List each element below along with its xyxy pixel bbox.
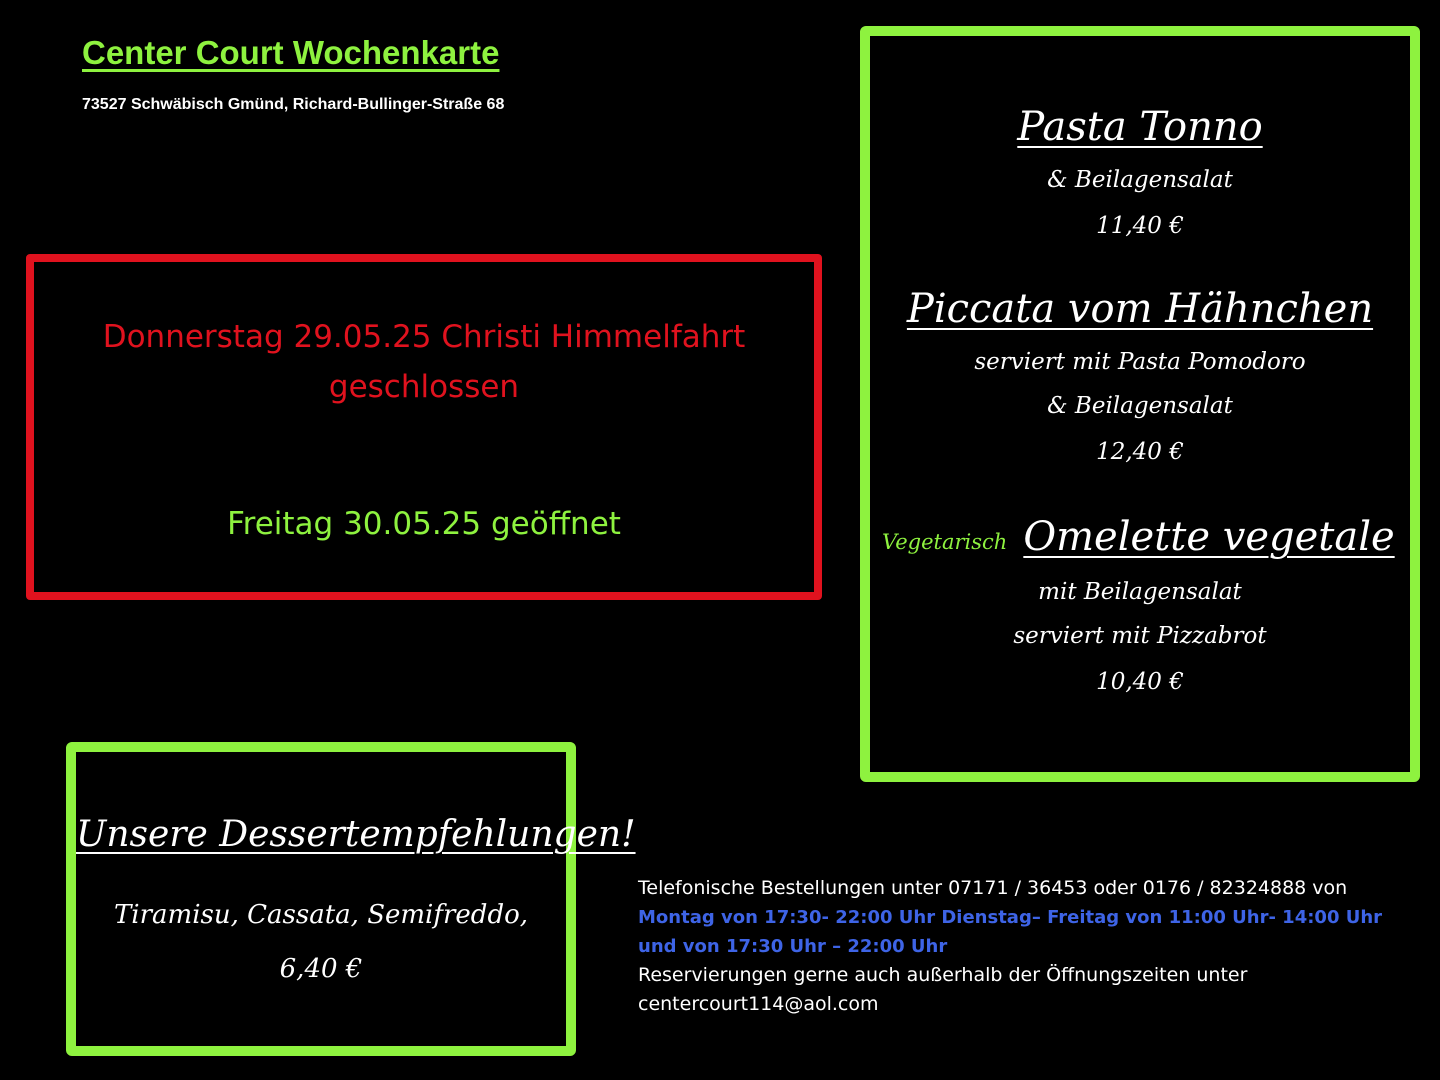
menu-item-piccata <box>870 286 1410 474</box>
dish-price: 12,40 € <box>1096 439 1184 465</box>
dish-name: Omelette vegetale <box>1023 514 1395 560</box>
dessert-items: Tiramisu, Cassata, Semifreddo, <box>113 900 529 930</box>
closure-notice-text <box>34 312 814 412</box>
menu-item-pasta-tonno <box>870 104 1410 248</box>
closure-notice-line2: geschlossen <box>328 369 520 405</box>
dish-description: serviert mit Pizzabrot <box>1013 623 1267 649</box>
opening-notice: Freitag 30.05.25 geöffnet <box>227 506 621 542</box>
phone-orders: Telefonische Bestellungen unter 07171 / 36453 oder 0176 / 82324888 von <box>638 877 1348 899</box>
reservation-note: Reservierungen gerne auch außerhalb der Öffnungszeiten unter <box>638 964 1248 986</box>
dish-name: Pasta Tonno <box>1017 104 1263 150</box>
dish-price: 10,40 € <box>1096 669 1184 695</box>
menu-item-omelette <box>870 514 1410 704</box>
address: 73527 Schwäbisch Gmünd, Richard-Bullinger-Straße 68 <box>82 96 505 113</box>
dish-name: Piccata vom Hähnchen <box>906 286 1374 332</box>
opening-hours-line2: und von 17:30 Uhr – 22:00 Uhr <box>638 936 948 957</box>
closure-notice-line1: Donnerstag 29.05.25 Christi Himmelfahrt <box>102 319 746 355</box>
opening-hours-line1: Montag von 17:30- 22:00 Uhr Dienstag– Freitag von 11:00 Uhr- 14:00 Uhr <box>638 907 1383 928</box>
dish-side: mit Beilagensalat <box>1038 579 1242 605</box>
dessert-title: Unsere Dessertempfehlungen! <box>76 814 636 855</box>
dessert-box <box>66 742 636 1056</box>
dish-side: & Beilagensalat <box>1047 393 1233 419</box>
dish-side: & Beilagensalat <box>1047 167 1233 193</box>
dish-description: serviert mit Pasta Pomodoro <box>974 349 1306 375</box>
dessert-price: 6,40 € <box>279 954 363 984</box>
closure-notice-box <box>26 254 822 600</box>
contact-email[interactable]: centercourt114@aol.com <box>638 993 879 1015</box>
vegetarian-tag: Vegetarisch <box>882 530 1008 554</box>
weekly-menu-box <box>860 26 1420 782</box>
page-title: Center Court Wochenkarte <box>82 34 500 71</box>
dish-price: 11,40 € <box>1096 213 1184 239</box>
contact-info <box>638 874 1418 1019</box>
